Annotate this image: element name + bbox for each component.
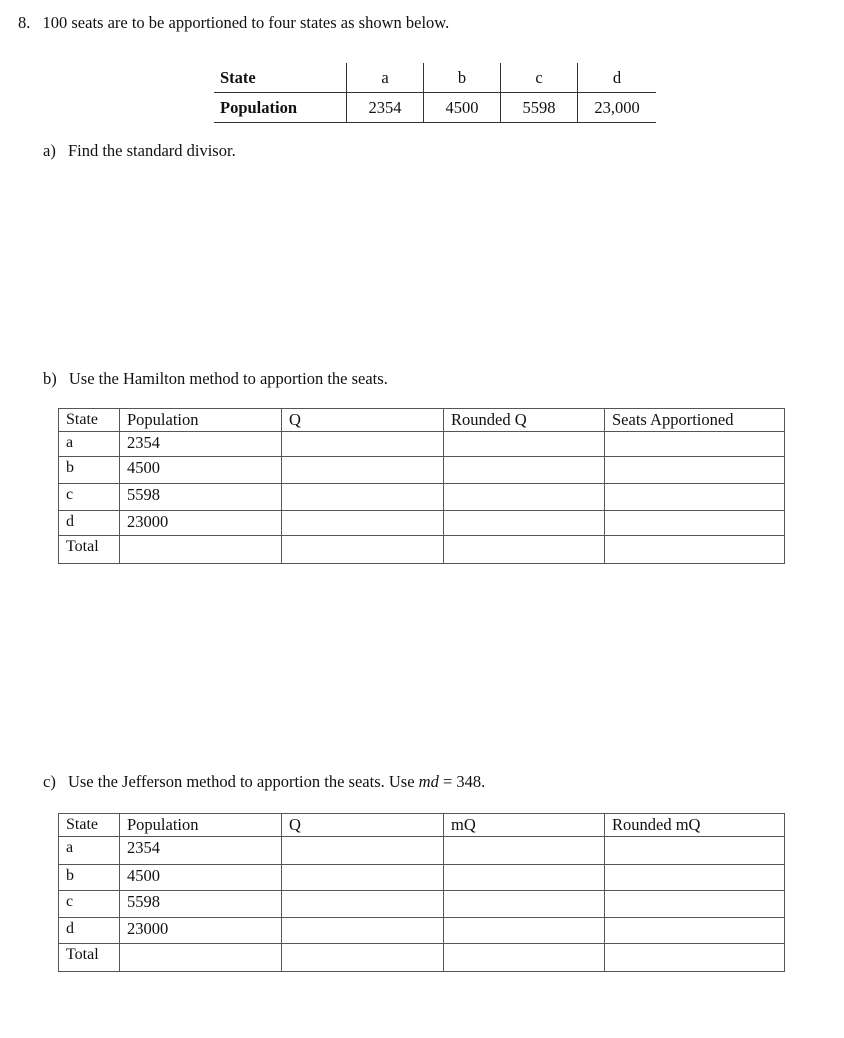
state-b: b	[424, 63, 501, 93]
state-d: d	[578, 63, 657, 93]
table-row	[59, 865, 785, 891]
seats-cell[interactable]	[605, 511, 785, 536]
mq-cell[interactable]	[444, 918, 605, 944]
part-a	[43, 141, 236, 161]
row-population: 23000	[120, 511, 282, 536]
table-row	[59, 891, 785, 918]
state-population-table	[214, 63, 656, 123]
header-state: State	[59, 409, 120, 432]
part-b	[43, 369, 388, 389]
problem-statement	[18, 13, 449, 33]
header-q: Q	[282, 814, 444, 837]
header-state: State	[59, 814, 120, 837]
table-row	[59, 511, 785, 536]
problem-text: 100 seats are to be apportioned to four states as shown below.	[42, 13, 450, 32]
table-row	[59, 432, 785, 457]
population-d: 23,000	[578, 93, 657, 123]
header-rounded-q: Rounded Q	[444, 409, 605, 432]
row-population: 4500	[120, 865, 282, 891]
part-c	[43, 772, 485, 792]
row-population: 5598	[120, 891, 282, 918]
row-state: c	[59, 891, 120, 918]
row-population	[120, 536, 282, 564]
header-population: Population	[120, 409, 282, 432]
mq-cell[interactable]	[444, 891, 605, 918]
mq-cell[interactable]	[444, 865, 605, 891]
row-state: d	[59, 918, 120, 944]
part-c-text-before: Use the Jefferson method to apportion the seats. Use	[67, 772, 419, 791]
hamilton-table	[58, 408, 785, 564]
header-q: Q	[282, 409, 444, 432]
q-cell[interactable]	[282, 536, 444, 564]
seats-cell[interactable]	[605, 457, 785, 484]
row-state: d	[59, 511, 120, 536]
rounded-mq-cell[interactable]	[605, 918, 785, 944]
q-cell[interactable]	[282, 944, 444, 972]
header-rounded-mq: Rounded mQ	[605, 814, 785, 837]
part-a-label: a)	[43, 141, 56, 160]
rounded-q-cell[interactable]	[444, 511, 605, 536]
problem-number: 8.	[18, 13, 31, 32]
md-symbol: md	[418, 772, 439, 791]
state-a: a	[347, 63, 424, 93]
q-cell[interactable]	[282, 511, 444, 536]
rounded-mq-cell[interactable]	[605, 944, 785, 972]
header-population: Population	[120, 814, 282, 837]
rounded-mq-cell[interactable]	[605, 865, 785, 891]
population-header: Population	[214, 93, 347, 123]
row-population: 2354	[120, 432, 282, 457]
q-cell[interactable]	[282, 865, 444, 891]
part-c-text-after: = 348.	[438, 772, 486, 791]
rounded-q-cell[interactable]	[444, 536, 605, 564]
q-cell[interactable]	[282, 891, 444, 918]
population-row	[214, 93, 656, 123]
row-state: b	[59, 457, 120, 484]
rounded-q-cell[interactable]	[444, 484, 605, 511]
rounded-q-cell[interactable]	[444, 457, 605, 484]
total-row	[59, 944, 785, 972]
state-row	[214, 63, 656, 93]
row-population: 4500	[120, 457, 282, 484]
state-c: c	[501, 63, 578, 93]
seats-cell[interactable]	[605, 432, 785, 457]
mq-cell[interactable]	[444, 837, 605, 865]
seats-cell[interactable]	[605, 484, 785, 511]
mq-cell[interactable]	[444, 944, 605, 972]
part-b-text: Use the Hamilton method to apportion the seats.	[68, 369, 388, 388]
row-population: 5598	[120, 484, 282, 511]
part-c-label: c)	[43, 772, 56, 791]
q-cell[interactable]	[282, 432, 444, 457]
q-cell[interactable]	[282, 457, 444, 484]
part-a-text: Find the standard divisor.	[67, 141, 236, 160]
header-mq: mQ	[444, 814, 605, 837]
row-state: a	[59, 432, 120, 457]
seats-cell[interactable]	[605, 536, 785, 564]
table-header-row	[59, 409, 785, 432]
population-b: 4500	[424, 93, 501, 123]
rounded-mq-cell[interactable]	[605, 837, 785, 865]
row-state: c	[59, 484, 120, 511]
q-cell[interactable]	[282, 484, 444, 511]
row-population	[120, 944, 282, 972]
table-header-row	[59, 814, 785, 837]
row-state-total: Total	[59, 944, 120, 972]
population-a: 2354	[347, 93, 424, 123]
rounded-q-cell[interactable]	[444, 432, 605, 457]
table-row	[59, 457, 785, 484]
table-row	[59, 837, 785, 865]
row-state: a	[59, 837, 120, 865]
header-seats-apportioned: Seats Apportioned	[605, 409, 785, 432]
state-header: State	[214, 63, 347, 93]
row-state: b	[59, 865, 120, 891]
rounded-mq-cell[interactable]	[605, 891, 785, 918]
row-state-total: Total	[59, 536, 120, 564]
table-row	[59, 484, 785, 511]
q-cell[interactable]	[282, 918, 444, 944]
q-cell[interactable]	[282, 837, 444, 865]
population-c: 5598	[501, 93, 578, 123]
jefferson-table	[58, 813, 785, 972]
row-population: 23000	[120, 918, 282, 944]
part-b-label: b)	[43, 369, 57, 388]
table-row	[59, 918, 785, 944]
row-population: 2354	[120, 837, 282, 865]
total-row	[59, 536, 785, 564]
